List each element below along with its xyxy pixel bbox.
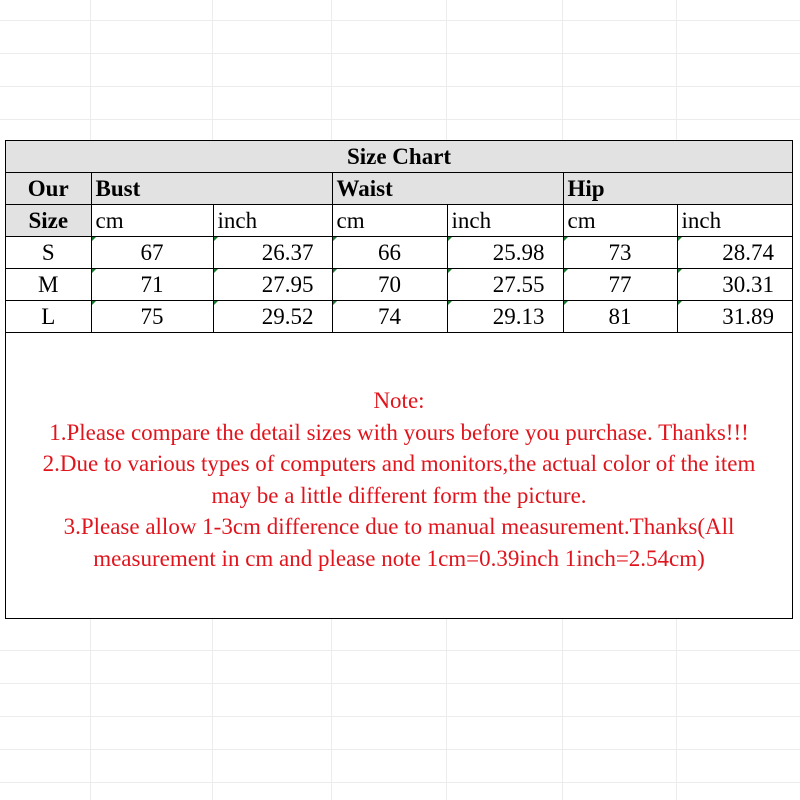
note-line: 1.Please compare the detail sizes with yours before you purchase. Thanks!!! bbox=[49, 419, 749, 445]
our-size-label-top: Our bbox=[6, 173, 91, 205]
hip-inch-cell: 31.89 bbox=[677, 301, 792, 333]
bust-cm-unit: cm bbox=[91, 205, 213, 237]
title-row bbox=[6, 141, 792, 173]
waist-inch-cell: 27.55 bbox=[447, 269, 563, 301]
chart-title: Size Chart bbox=[6, 141, 792, 173]
note-line: may be a little different form the picture. bbox=[211, 482, 587, 508]
waist-cm-unit: cm bbox=[332, 205, 447, 237]
header-row-2 bbox=[6, 205, 792, 237]
bust-cm-cell: 75 bbox=[91, 301, 213, 333]
hip-inch-cell: 30.31 bbox=[677, 269, 792, 301]
bust-header: Bust bbox=[91, 173, 332, 205]
note-line: 3.Please allow 1-3cm difference due to manual measurement.Thanks(All bbox=[63, 514, 735, 539]
table-row bbox=[6, 269, 792, 301]
waist-inch-cell: 25.98 bbox=[447, 237, 563, 269]
table-row bbox=[6, 237, 792, 269]
hip-cm-cell: 77 bbox=[563, 269, 677, 301]
note-line: measurement in cm and please note 1cm=0.39inch 1inch=2.54cm) bbox=[93, 545, 705, 571]
size-chart-table bbox=[6, 141, 792, 333]
header-row-1 bbox=[6, 173, 792, 205]
note-line: 2.Due to various types of computers and monitors,the actual color of the item bbox=[42, 451, 756, 476]
size-chart-sheet bbox=[5, 140, 793, 619]
waist-inch-cell: 29.13 bbox=[447, 301, 563, 333]
bust-cm-cell: 71 bbox=[91, 269, 213, 301]
bust-cm-cell: 67 bbox=[91, 237, 213, 269]
size-cell: S bbox=[6, 237, 91, 269]
waist-inch-unit: inch bbox=[447, 205, 563, 237]
note-heading: Note: bbox=[373, 388, 425, 413]
bust-inch-unit: inch bbox=[213, 205, 332, 237]
hip-inch-unit: inch bbox=[677, 205, 792, 237]
hip-cm-unit: cm bbox=[563, 205, 677, 237]
hip-header: Hip bbox=[563, 173, 792, 205]
bust-inch-cell: 26.37 bbox=[213, 237, 332, 269]
notes-block bbox=[6, 385, 792, 574]
hip-cm-cell: 73 bbox=[563, 237, 677, 269]
waist-cm-cell: 74 bbox=[332, 301, 447, 333]
bust-inch-cell: 29.52 bbox=[213, 301, 332, 333]
hip-cm-cell: 81 bbox=[563, 301, 677, 333]
waist-header: Waist bbox=[332, 173, 563, 205]
hip-inch-cell: 28.74 bbox=[677, 237, 792, 269]
bust-inch-cell: 27.95 bbox=[213, 269, 332, 301]
size-cell: M bbox=[6, 269, 91, 301]
waist-cm-cell: 70 bbox=[332, 269, 447, 301]
table-row bbox=[6, 301, 792, 333]
our-size-label-bottom: Size bbox=[6, 205, 91, 237]
size-cell: L bbox=[6, 301, 91, 333]
waist-cm-cell: 66 bbox=[332, 237, 447, 269]
